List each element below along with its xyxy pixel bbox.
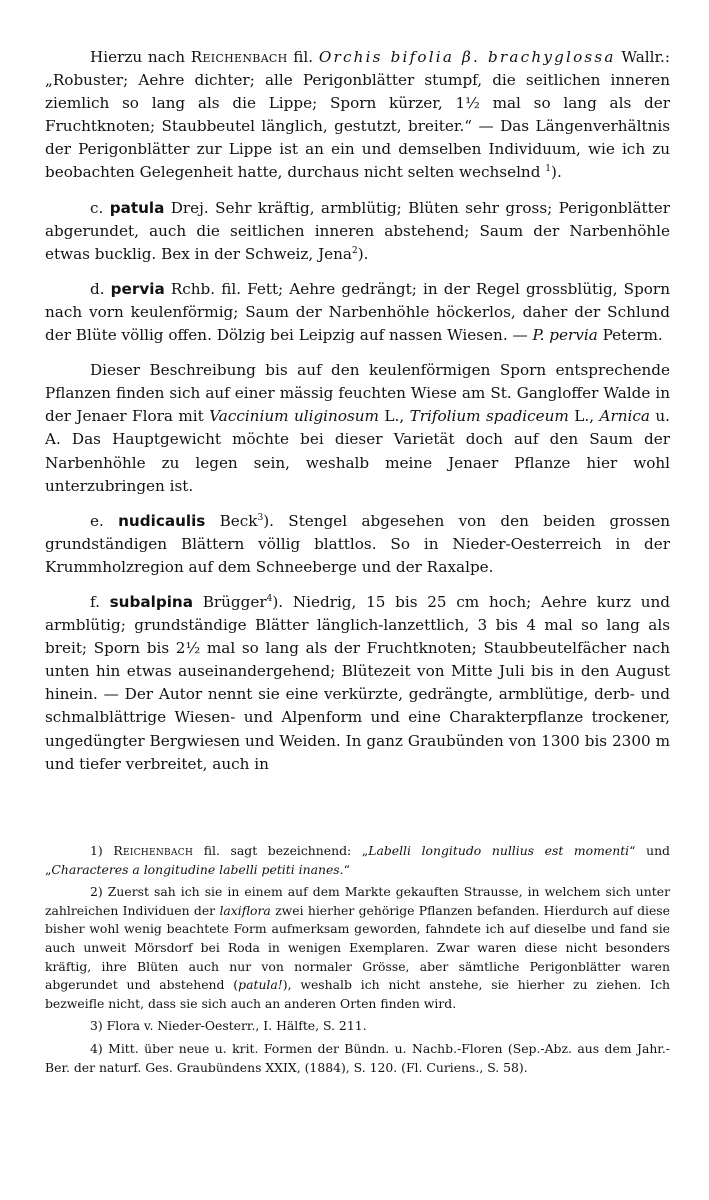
synonym-name: P. pervia (532, 326, 598, 345)
text: ). Stengel abgesehen von den beiden grossen grundständigen Blättern völlig blattlos. So in Nieder-Oesterreich in der Krummholzregion auf dem Schneeberge und der Raxalpe. (45, 511, 671, 576)
variety-name: pervia (110, 279, 165, 298)
author-name: Reichenbach (113, 843, 194, 858)
main-text (45, 46, 670, 788)
paragraph-variety-nudicaulis (45, 510, 670, 579)
text: Mitt. über neue u. krit. Formen der Bündn. u. Nachb.-Floren (Sep.-Abz. aus dem Jahr.-Ber. der naturf. Ges. Graubündens XXIX, (1884), S. 120. (Fl. Curiens., S. 58). (45, 1040, 670, 1075)
footnote-ref: 3 (257, 512, 264, 523)
text: Flora v. Nieder-Oesterr., I. Hälfte, S. 211. (106, 1018, 367, 1034)
text: u. A. Das Hauptgewicht möchte bei dieser Varietät doch auf den Saum der Narbenhöhle zu legen sein, weshalb meine Jenaer Pflanze hier wohl unterzubringen ist. (45, 407, 671, 495)
species-name: laxiflora (219, 902, 271, 918)
footnote-ref: 4 (266, 593, 273, 604)
text: Wallr.: „Robuster; Aehre dichter; alle Perigonblätter stumpf, die seitlichen inneren ziemlich so lang als die Lippe; Sporn kürzer, 1½ mal so lang als der Fruchtknoten; Staubbeutel länglich, gestutzt, breiter.“ — Das Längenverhältnis der Perigonblätter zur Lippe ist an ein und demselben Individuum, wie ich zu beobachten Gelegenheit hatte, durchaus nicht selten wechselnd (45, 48, 670, 182)
text: L., (378, 407, 410, 426)
text: L., (568, 407, 600, 426)
variety-letter: c. (90, 198, 110, 217)
paragraph-jena-note (45, 359, 670, 498)
text: ). Niedrig, 15 bis 25 cm hoch; Aehre kurz und armblütig; grundständige Blätter länglich-lanzettlich, 3 bis 4 mal so lang als breit; Sporn bis 2½ mal so lang als der Fruchtknoten; Staubbeutelfächer nach unten hin etwas auseinandergehend; Blütezeit von Mitte Juli bis in den August hinein. — Der Autor nennt sie eine verkürzte, gedrängte, armblütige, derb- und schmalblättrige Wiesen- und Alpenform und eine Charakterpflanze trockener, ungedüngter Bergwiesen und Weiden. In ganz Graubünden von 1300 bis 2300 m und tiefer verbreitet, auch in (45, 592, 670, 773)
footnote-number: 2) (90, 884, 108, 900)
text: “ (343, 861, 350, 877)
paragraph-variety-subalpina (45, 591, 670, 776)
text: “ und „ (45, 843, 670, 877)
variety-name: nudicaulis (118, 511, 206, 530)
variety-letter: e. (90, 511, 119, 530)
text: fil. (287, 48, 319, 66)
footnote-2 (45, 883, 670, 1013)
text: Zuerst sah ich sie in einem auf dem Markte gekauften Strausse, in welchem sich unter zahlreichen Individuen der (45, 884, 671, 918)
footnote-4 (45, 1040, 670, 1077)
variety-letter: f. (90, 592, 110, 611)
paragraph-brachyglossa (45, 46, 670, 185)
variety-name: patula (109, 198, 165, 217)
variety-reference: patula! (238, 977, 283, 993)
footnote-3 (45, 1017, 670, 1036)
species-name: Arnica (599, 407, 650, 426)
species-name: Trifolium spadiceum (409, 407, 569, 426)
latin-quote: Labelli longitudo nullius est momenti (368, 843, 630, 858)
footnote-number: 1) (90, 843, 114, 858)
text: Hierzu nach (90, 48, 191, 66)
text: Dieser Beschreibung bis auf den keulenförmigen Sporn entsprechende Pflanzen finden sich auf einer mässig feuchten Wiese am St. Gangloffer Walde in der Jenaer Flora mit (45, 361, 670, 426)
text: Peterm. (597, 326, 663, 345)
text: Drej. Sehr kräftig, armblütig; Blüten sehr gross; Perigonblätter abgerundet, auch die seitlichen inneren abstehend; Saum der Narbenhöhle etwas bucklig. Bex in der Schweiz, Jena (45, 198, 670, 263)
latin-quote: Characteres a longitudine labelli petiti inanes. (51, 861, 344, 877)
footnotes (45, 842, 670, 1081)
author-name: Reichenbach (190, 48, 288, 66)
species-name: Vaccinium uliginosum (209, 407, 379, 426)
paragraph-variety-pervia (45, 278, 670, 347)
text: Brügger (192, 592, 267, 611)
text: ). (551, 163, 562, 182)
footnote-number: 4) (90, 1040, 109, 1056)
text: fil. sagt bezeichnend: „ (193, 843, 369, 858)
footnote-number: 3) (90, 1018, 107, 1034)
text: zwei hierher gehörige Pflanzen befanden. Hierdurch auf diese bisher wohl wenig beachtete Form aufmerksam geworden, fahndete ich auf dieselbe und fand sie auch unweit Mörsdorf bei Roda in wenigen Exemplaren. Zwar waren diese nicht besonders kräftig, ihre Blüten auch nur von normaler Grösse, aber sämtliche Perigonblätter waren abgerundet und abstehend ( (45, 902, 670, 993)
text: ), weshalb ich nicht anstehe, sie hierher zu ziehen. Ich bezweifle nicht, dass sie sich auch an anderen Orten finden wird. (45, 977, 671, 1011)
footnote-ref: 2 (351, 245, 358, 256)
footnote-ref: 1 (545, 164, 552, 175)
variety-letter: d. (90, 279, 111, 298)
taxon-name: Orchis bifolia β. brachyglossa (318, 48, 616, 66)
variety-name: subalpina (109, 592, 193, 611)
text: Beck (205, 511, 258, 530)
footnote-1 (45, 842, 670, 879)
text: ). (357, 244, 369, 263)
text: Rchb. fil. Fett; Aehre gedrängt; in der Regel grossblütig, Sporn nach vorn keulenförmig; Saum der Narbenhöhle höckerlos, daher der Schlund der Blüte völlig offen. Dölzig bei Leipzig auf nassen Wiesen. — (45, 279, 670, 345)
paragraph-variety-patula (45, 197, 670, 266)
